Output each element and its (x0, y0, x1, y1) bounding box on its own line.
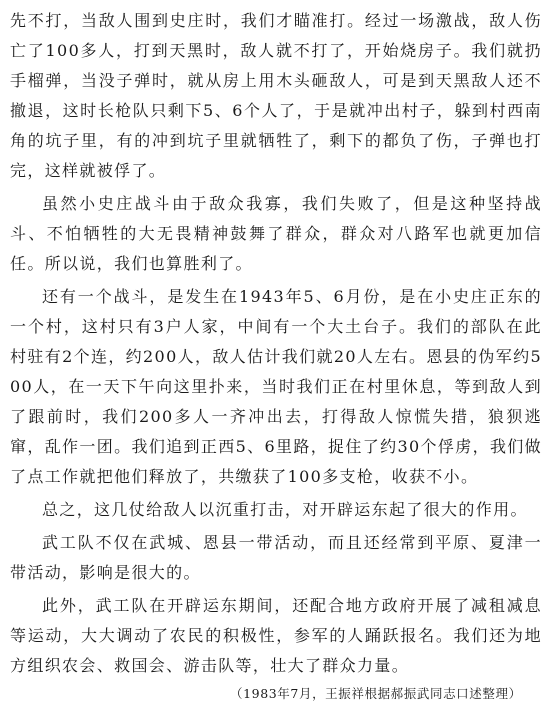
attribution-note: （1983年7月，王振祥根据郝振武同志口述整理） (230, 686, 522, 701)
paragraph-second-battle: 还有一个战斗，是发生在1943年5、6月份，是在小史庄正东的一个村，这村只有3户人家，中间有一个大土台子。我们的部队在此村驻有2个连，约200人，敌人估计我们就20人左右。恩县的伪军约500人，在一天下午向这里扑来，当时我们正在村里休息，等到敌人到了跟前时，我们200多人一齐冲出去，打得敌人惊慌失措，狼狈逃窜，乱作一团。我们追到正西5、6里路，捉住了约30个俘虏，我们做了点工作就把他们释放了，共缴获了100多支枪，收获不小。 (10, 287, 542, 486)
paragraph-battle-significance: 虽然小史庄战斗由于敌众我寡，我们失败了，但是这种坚持战斗、不怕牺牲的大无畏精神鼓舞了群众，群众对八路军也就更加信任。所以说，我们也算胜利了。 (10, 194, 542, 273)
paragraph-activity-area: 武工队不仅在武城、恩县一带活动，而且还经常到平原、夏津一带活动，影响是很大的。 (10, 533, 542, 582)
paragraph-rent-reduction: 此外，武工队在开辟运东期间，还配合地方政府开展了减租减息等运动，大大调动了农民的积极性，参军的人踊跃报名。我们还为地方组织农会、救国会、游击队等，壮大了群众力量。 (10, 596, 542, 675)
paragraph-summary: 总之，这几仗给敌人以沉重打击，对开辟运东起了很大的作用。 (42, 500, 528, 519)
paragraph-battle-shizhuang-end: 先不打，当敌人围到史庄时，我们才瞄准打。经过一场激战，敌人伤亡了100多人，打到天黑时，敌人就不打了，开始烧房子。我们就扔手榴弹，当没子弹时，就从房上用木头砸敌人，可是到天黑敌人还不撤退，这时长枪队只剩下5、6个人了，于是就冲出村子，躲到村西南角的坑子里，有的冲到坑子里就牺牲了，剩下的都负了伤，子弹也打完，这样就被俘了。 (10, 11, 542, 180)
